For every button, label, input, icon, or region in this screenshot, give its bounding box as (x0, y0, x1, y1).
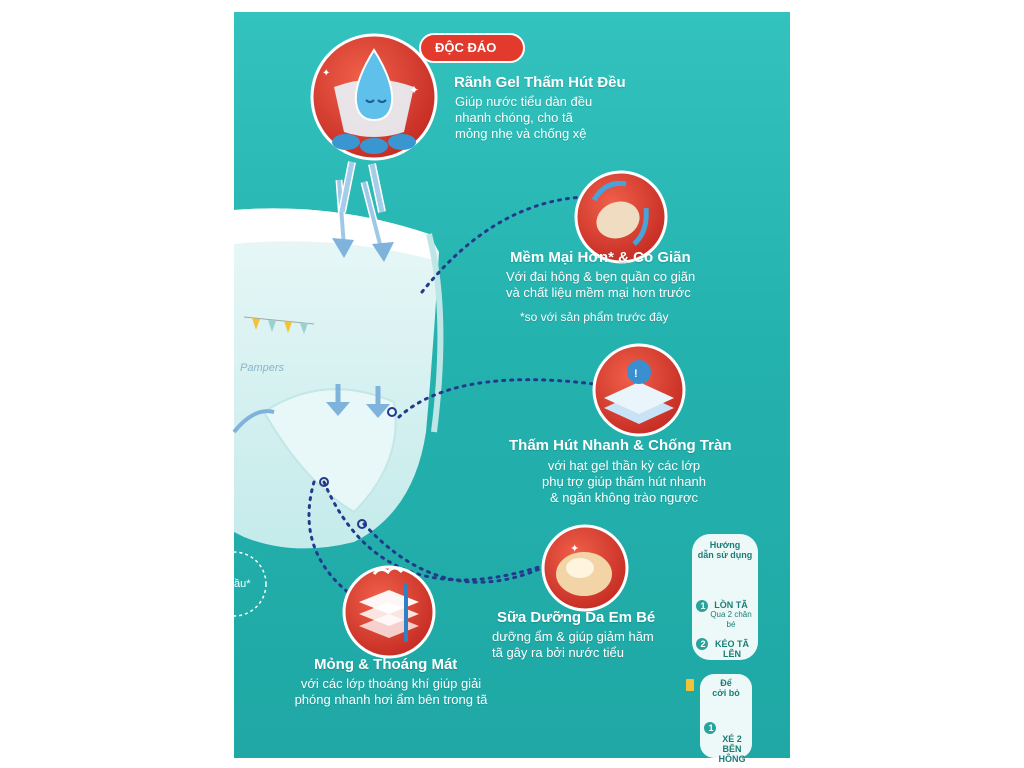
guide-step1-num: 1 (700, 601, 706, 611)
svg-text:✦: ✦ (570, 543, 580, 555)
badge-label: ĐỘC ĐÁO (435, 40, 497, 55)
gel-channel-drop-icon (312, 35, 436, 159)
feature-3-desc: với hạt gel thần kỳ các lớp phụ trợ giúp thấm hút nhanh & ngăn không trào ngược (542, 458, 706, 505)
edge-fragment-text: ầu* (234, 578, 251, 590)
feature-5-title: Mỏng & Thoáng Mát (314, 656, 458, 673)
feature-2-note: *so với sản phẩm trước đây (520, 310, 669, 324)
feature-2-title: Mềm Mại Hơn* & Co Giãn (510, 249, 691, 266)
guide-step1: LỒN TÃ Qua 2 chân bé (710, 600, 752, 629)
feature-1-title: Rãnh Gel Thấm Hút Đều (454, 74, 626, 91)
guide-title: Hướng dẫn sử dụng (697, 540, 753, 560)
feature-1-desc: Giúp nước tiểu dàn đều nhanh chóng, cho tã mỏng nhẹ và chống xệ (455, 94, 593, 141)
svg-text:✦: ✦ (409, 83, 420, 97)
guide-step2-num: 2 (700, 639, 706, 649)
guide-step2: KÉO TÃ LÊN (714, 639, 749, 659)
svg-text:✦: ✦ (322, 68, 331, 79)
feature-4-title: Sữa Dưỡng Da Em Bé (497, 609, 656, 626)
absorb-layers-icon (594, 345, 684, 435)
svg-text:!: ! (634, 368, 638, 380)
lotion-icon (543, 526, 627, 610)
guide-step3-num: 1 (708, 723, 714, 733)
feature-3-title: Thấm Hút Nhanh & Chống Tràn (509, 437, 732, 454)
product-panel (234, 12, 790, 764)
breathable-layers-icon (344, 567, 434, 657)
feature-2-desc: Với đai hông & bẹn quần co giãn và chất liệu mềm mại hơn trước (506, 269, 696, 300)
guide-step3: XÉ 2 BÊN HÔNG (718, 734, 746, 764)
feature-5-desc: với các lớp thoáng khí giúp giải phóng nhanh hơi ẩm bên trong tã (294, 676, 488, 707)
guide-dispose: Để cởi bỏ (712, 678, 740, 698)
diaper-brand: Pampers (240, 362, 285, 374)
feature-4-desc: dưỡng ẩm & giúp giảm hăm tã gây ra bởi nước tiểu (492, 629, 654, 660)
